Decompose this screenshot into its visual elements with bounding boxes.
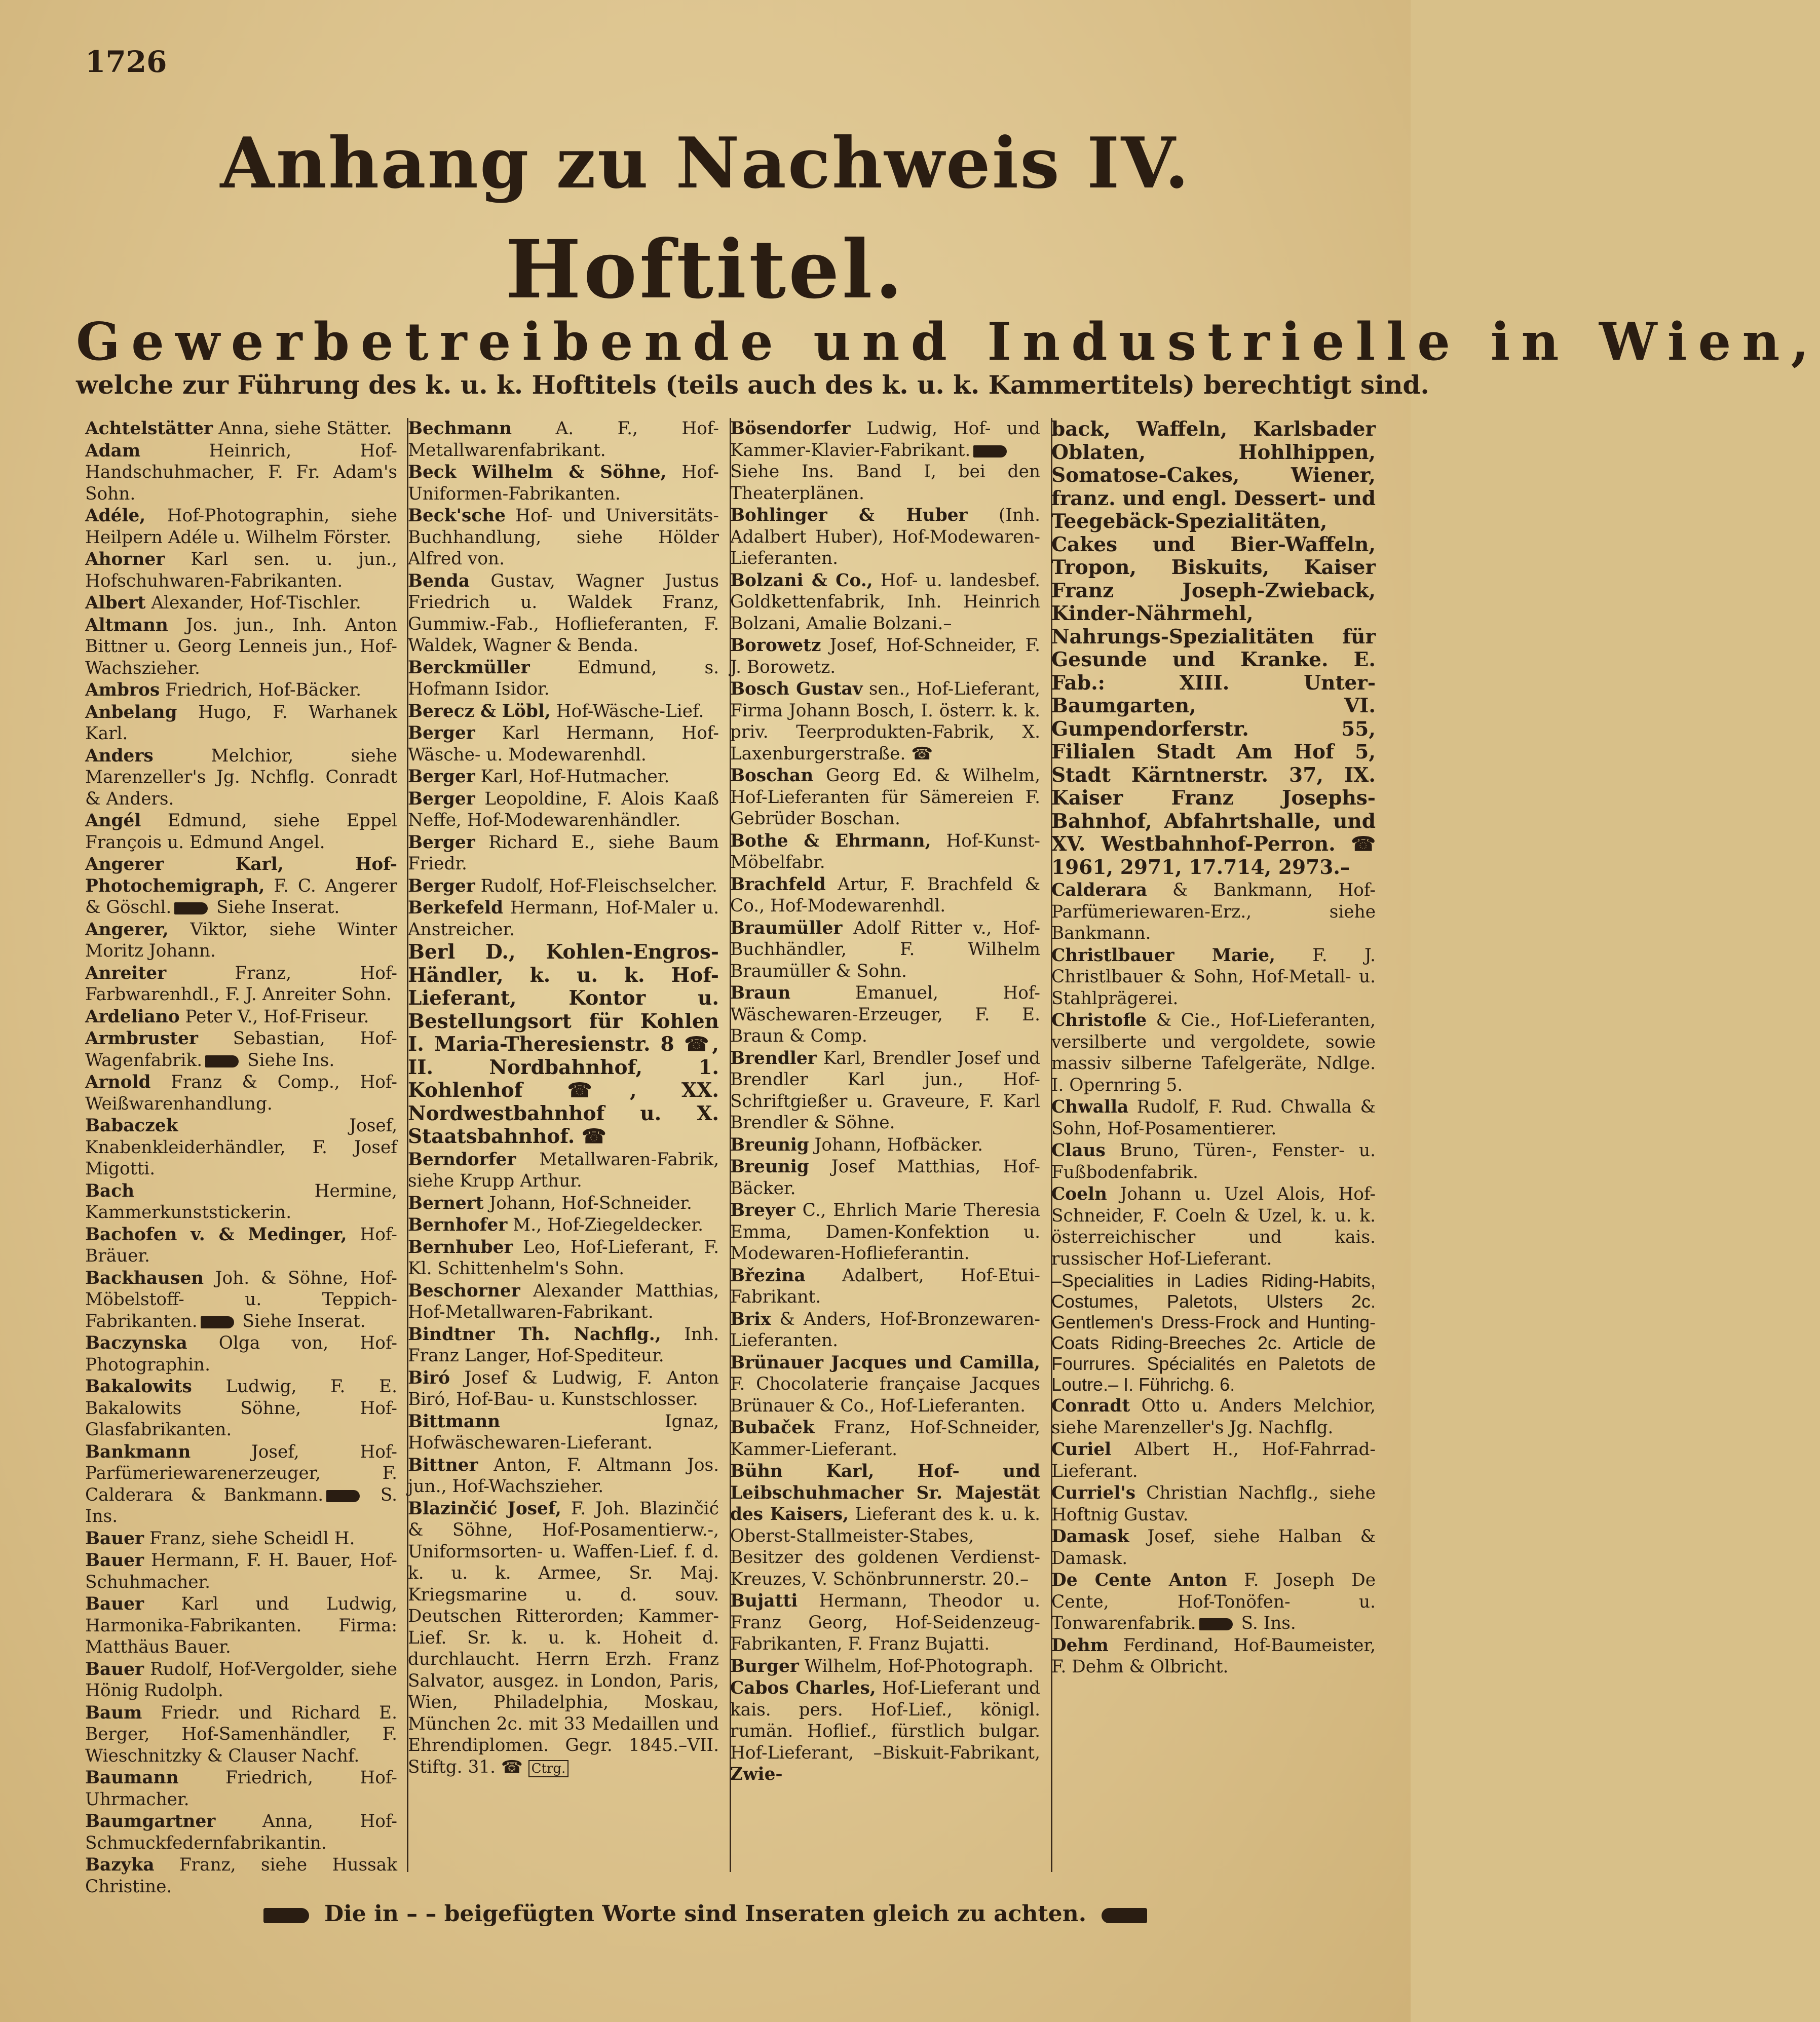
- entry-name: Bujatti: [730, 1591, 798, 1611]
- entry-name: Baum: [85, 1702, 142, 1723]
- entry-text: Inh. Franz Langer, Hof-Spediteur.: [408, 1324, 719, 1366]
- entry-text: Joh. & Söhne, Hof-Möbelstoff- u. Teppich-Fabrikanten.: [85, 1268, 397, 1331]
- entry-name: Berl D., Kohlen-Engros-Händler, k. u. k. Hof-Lieferant, Kontor u. Bestellungsort für Kohlen I. Maria-Theresienstr. 8: [408, 940, 719, 1056]
- entry-name: Conradt: [1051, 1396, 1130, 1416]
- directory-entry: [85, 1332, 397, 1376]
- directory-entry: [1051, 1482, 1376, 1525]
- entry-name: Anreiter: [85, 963, 167, 983]
- entry-text: Friedrich, Hof-Bäcker.: [160, 680, 362, 700]
- entry-text: Karl und Ludwig, Harmonika-Fabrikanten. Firma: Matthäus Bauer.: [85, 1594, 397, 1657]
- entry-name: Angél: [85, 811, 141, 831]
- directory-entry: [85, 549, 397, 592]
- entry-name: Březina: [730, 1265, 806, 1286]
- entry-text: Josef & Ludwig, F. Anton Biró, Hof-Bau- u. Kunstschlosser.: [408, 1367, 719, 1409]
- entry-name: Biró: [408, 1367, 450, 1388]
- entry-name: Brix: [730, 1309, 771, 1329]
- entry-text: Josef Matthias, Hof-Bäcker.: [730, 1157, 1040, 1199]
- footer-text: Die in – – beigefügten Worte sind Inseraten gleich zu achten.: [324, 1901, 1087, 1927]
- section-heading: Gewerbetreibende und Industrielle in Wien,: [76, 312, 1820, 372]
- entry-name: Breunig: [730, 1134, 809, 1155]
- directory-entry: [408, 1367, 719, 1410]
- pointing-hand-icon: [174, 902, 208, 914]
- entry-reference: Siehe Inserat.: [237, 1311, 366, 1331]
- entry-name: Bühn Karl, Hof- und Leibschuhmacher Sr. Majestät des Kaisers,: [730, 1461, 1040, 1524]
- directory-entry: [730, 1590, 1040, 1655]
- entry-name: Albert: [85, 593, 146, 613]
- entry-name: Beck Wilhelm & Söhne,: [408, 462, 667, 482]
- entry-reference: S. Ins.: [85, 1484, 398, 1527]
- entry-text: Georg Ed. & Wilhelm, Hof-Lieferanten für Sämereien F. Gebrüder Boschan.: [730, 766, 1040, 829]
- directory-entry: [1051, 1395, 1376, 1438]
- entry-name: Benda: [408, 570, 470, 591]
- directory-entry: [408, 788, 719, 831]
- entry-name: Burger: [730, 1656, 799, 1676]
- entry-text: Jos. jun., Inh. Anton Bittner u. Georg Lenneis jun., Hof-Wachszieher.: [85, 615, 397, 678]
- entry-text: (Inh. Adalbert Huber), Hof-Modewaren-Lieferanten.: [730, 505, 1040, 568]
- entry-text: Olga von, Hof-Photographin.: [85, 1333, 397, 1375]
- directory-entry: [730, 1156, 1040, 1199]
- entry-name: Chwalla: [1051, 1097, 1129, 1117]
- entry-text: Gustav, Wagner Justus Friedrich u. Waldek Franz, Gummiw.-Fab., Hoflieferanten, F. Waldek, Wagner & Benda.: [408, 570, 719, 656]
- directory-entry: [1051, 1010, 1376, 1096]
- entry-text: Johann, Hofbäcker.: [809, 1134, 983, 1155]
- entry-text: & Anders, Hof-Bronzewaren-Lieferanten.: [730, 1309, 1040, 1351]
- directory-entry: [85, 592, 397, 614]
- directory-entry: [408, 505, 719, 570]
- entry-name: Bittner: [408, 1455, 478, 1475]
- entry-name: Braun: [730, 983, 791, 1003]
- directory-entry: [730, 1200, 1040, 1265]
- directory-entry: [730, 765, 1040, 830]
- entry-text: Richard E., siehe Baum Friedr.: [408, 832, 719, 874]
- directory-entry: [85, 745, 397, 810]
- directory-entry: [85, 1441, 397, 1528]
- entry-name: Bosch Gustav: [730, 679, 863, 699]
- entry-text: Metallwaren-Fabrik, siehe Krupp Arthur.: [408, 1149, 719, 1191]
- entry-name: Bauer: [85, 1550, 144, 1571]
- entry-name: Arnold: [85, 1072, 151, 1092]
- entry-text: F. Joh. Blazinčić & Söhne, Hof-Posamentierw.-, Uniformsorten- u. Waffen-Lief. f. d. k. u. k. Armee, Sr. Maj. Kriegsmarine u. d. souv. Deutschen Ritterorden; Kammer-Lief. Sr. k. u. k. Hoheit d. durchlaucht. Herrn Erzh. Franz Salvator, ausgez. in London, Paris, Wien, Philadelphia, Moskau, München 2c. mit 33 Medaillen und Ehrendiplomen. Gegr. 1845.–VII. Stiftg. 31. ☎: [408, 1498, 719, 1777]
- directory-entry: [408, 875, 719, 897]
- entry-name: Altmann: [85, 615, 168, 635]
- entry-text: Hof-Kunst-Möbelfabr.: [730, 830, 1040, 872]
- entry-text: Josef, Knabenkleiderhändler, F. Josef Migotti.: [85, 1116, 397, 1179]
- entry-name: Christofle: [1051, 1010, 1147, 1031]
- entry-text: Rudolf, F. Rud. Chwalla & Sohn, Hof-Posamentierer.: [1051, 1097, 1376, 1139]
- directory-entry: [730, 418, 1040, 504]
- entry-name: Braumüller: [730, 918, 843, 938]
- entry-text: Artur, F. Brachfeld & Co., Hof-Modewarenhdl.: [730, 874, 1040, 916]
- entry-text: Hof-Wäsche-Lief.: [550, 701, 704, 721]
- directory-entry: [408, 1498, 719, 1780]
- entry-name: Brendler: [730, 1048, 817, 1069]
- entry-name: Berkefeld: [408, 898, 504, 918]
- directory-entry: [730, 635, 1040, 678]
- entry-text: C., Ehrlich Marie Theresia Emma, Damen-Konfektion u. Modewaren-Hoflieferantin.: [730, 1200, 1040, 1264]
- entry-text: Peter V., Hof-Friseur.: [179, 1006, 369, 1027]
- entry-name: Cabos Charles,: [730, 1678, 876, 1698]
- entry-text: Hof- und Universitäts-Buchhandlung, siehe Hölder Alfred von.: [408, 506, 719, 569]
- pointing-hand-icon: [326, 1490, 360, 1502]
- page-number: 1726: [85, 45, 167, 79]
- entry-text: Franz & Comp., Hof-Weißwarenhandlung.: [85, 1072, 397, 1114]
- directory-entry: [408, 722, 719, 766]
- entry-text: Anna, siehe Stätter.: [213, 418, 392, 439]
- entry-name: Bach: [85, 1180, 135, 1201]
- entry-name: Backhausen: [85, 1268, 204, 1288]
- directory-entry: [730, 830, 1040, 873]
- directory-entry: [408, 418, 719, 461]
- entry-text: Rudolf, Hof-Fleischselcher.: [475, 875, 717, 896]
- directory-entry: [85, 505, 397, 548]
- entry-text: F. Chocolaterie française Jacques Brünauer & Co., Hof-Lieferanten.: [730, 1374, 1040, 1416]
- entry-name: Bechmann: [408, 418, 512, 439]
- directory-entry: [85, 1072, 397, 1115]
- entry-text: & Cie., Hof-Lieferanten, versilberte und vergoldete, sowie massiv silberne Tafelgeräte, Ndlge. I. Opernring 5.: [1051, 1010, 1376, 1095]
- entry-name: Breyer: [730, 1200, 795, 1220]
- entry-text: Ferdinand, Hof-Baumeister, F. Dehm & Olbricht.: [1051, 1635, 1376, 1677]
- directory-entry: [1051, 1140, 1376, 1183]
- directory-entry: [730, 918, 1040, 982]
- entry-name: Bindtner Th. Nachflg.,: [408, 1324, 661, 1345]
- directory-entry: [408, 1324, 719, 1367]
- entry-name: Bakalowits: [85, 1377, 192, 1397]
- entry-text: Karl, Hof-Hutmacher.: [475, 767, 670, 787]
- entry-name: Dehm: [1051, 1635, 1109, 1656]
- entry-name: Angerer,: [85, 919, 169, 940]
- directory-entry: [730, 1656, 1040, 1677]
- directory-entry: [1051, 880, 1376, 944]
- directory-entry: [85, 702, 397, 745]
- directory-entry: [85, 1593, 397, 1658]
- directory-entry: [730, 1265, 1040, 1308]
- column-1: [85, 418, 398, 1897]
- entry-name: Boschan: [730, 766, 814, 786]
- entry-text: Franz, Hof-Farbwarenhdl., F. J. Anreiter Sohn.: [85, 963, 397, 1005]
- entry-reference: Siehe Inserat.: [211, 897, 340, 918]
- entry-text: Franz, siehe Hussak Christine.: [85, 1855, 397, 1897]
- entry-text: Johann, Hof-Schneider.: [483, 1193, 692, 1213]
- entry-text: Viktor, siehe Winter Moritz Johann.: [85, 919, 397, 961]
- directory-entry: [85, 1702, 397, 1767]
- entry-name: Bohlinger & Huber: [730, 505, 968, 525]
- entry-text: Edmund, s. Hofmann Isidor.: [408, 657, 719, 699]
- entry-text: Albert H., Hof-Fahrrad-Lieferant.: [1051, 1439, 1376, 1481]
- entry-name: Bauer: [85, 1659, 144, 1680]
- pointing-hand-icon: [1199, 1618, 1233, 1630]
- entry-text: Friedrich, Hof-Uhrmacher.: [85, 1768, 397, 1810]
- entry-reference: Siehe Ins. Band I, bei den Theaterplänen.: [730, 462, 1040, 504]
- directory-entry: [730, 678, 1040, 765]
- entry-text: Hermann, Theodor u. Franz Georg, Hof-Seidenzeug-Fabrikanten, F. Franz Bujatti.: [730, 1591, 1040, 1654]
- directory-entry: [730, 1461, 1040, 1590]
- entry-text: Christian Nachflg., siehe Hoftnig Gustav.: [1051, 1483, 1376, 1525]
- directory-entry: [408, 657, 719, 700]
- directory-entry: [85, 1854, 397, 1897]
- entry-name: Bankmann: [85, 1441, 191, 1462]
- directory-entry: [85, 963, 397, 1006]
- directory-entry: [408, 570, 719, 657]
- entry-name: Ahorner: [85, 549, 165, 569]
- directory-entry: [85, 1028, 397, 1071]
- entry-name: Borowetz: [730, 635, 821, 656]
- entry-text: F. J. Christlbauer & Sohn, Hof-Metall- u. Stahlprägerei.: [1051, 945, 1376, 1009]
- entry-name: Bernhofer: [408, 1215, 508, 1235]
- directory-entry: [408, 766, 719, 788]
- entry-text: Franz, Hof-Schneider, Kammer-Lieferant.: [730, 1418, 1040, 1460]
- directory-entry: [408, 462, 719, 505]
- entry-name: Adéle,: [85, 506, 146, 526]
- entry-text: Johann u. Uzel Alois, Hof-Schneider, F. Coeln & Uzel, k. u. k. österreichischer und kais. russischer Hof-Lieferant.: [1051, 1184, 1376, 1269]
- entry-name: Anders: [85, 745, 154, 766]
- entry-name: Babaczek: [85, 1116, 178, 1136]
- directory-entry: [85, 1268, 397, 1332]
- entry-text: Edmund, siehe Eppel François u. Edmund Angel.: [85, 811, 397, 853]
- directory-entry: [408, 701, 719, 722]
- entry-text: F. C. Angerer & Göschl.: [85, 875, 397, 918]
- entry-name: Baczynska: [85, 1333, 187, 1353]
- directory-entry: [730, 982, 1040, 1047]
- directory-entry: [85, 919, 397, 962]
- directory-entry: [730, 1134, 1040, 1156]
- directory-entry: [408, 1411, 719, 1454]
- entry-text: Sebastian, Hof-Wagenfabrik.: [85, 1028, 397, 1071]
- entry-text: Alexander Matthias, Hof-Metallwaren-Fabrikant.: [408, 1280, 719, 1322]
- entry-name: Christlbauer Marie,: [1051, 945, 1275, 966]
- directory-entry: [730, 1309, 1040, 1352]
- entry-text: Rudolf, Hof-Vergolder, siehe Hönig Rudolph.: [85, 1659, 397, 1701]
- entry-name: Breunig: [730, 1157, 809, 1177]
- directory-entry: [1051, 1635, 1376, 1678]
- entry-name: Bauer: [85, 1528, 144, 1549]
- entry-text: Bruno, Türen-, Fenster- u. Fußbodenfabrik.: [1051, 1140, 1376, 1182]
- entry-text: Hof- u. landesbef. Goldkettenfabrik, Inh. Heinrich Bolzani, Amalie Bolzani.–: [730, 570, 1040, 634]
- directory-entry: [408, 1149, 719, 1192]
- entry-name: Bothe & Ehrmann,: [730, 830, 931, 851]
- directory-entry: [85, 1006, 397, 1028]
- entry-text: Otto u. Anders Melchior, siehe Marenzeller's Jg. Nachflg.: [1051, 1396, 1376, 1438]
- directory-entry: [85, 1528, 397, 1550]
- directory-entry: [1051, 1439, 1376, 1482]
- directory-entry: [408, 832, 719, 875]
- entry-name: Bernert: [408, 1193, 484, 1213]
- entry-text: A. F., Hof-Metallwarenfabrikant.: [408, 418, 719, 461]
- directory-entry: [85, 679, 397, 701]
- entry-text: & Bankmann, Hof-Parfümeriewaren-Erz., siehe Bankmann.: [1051, 880, 1376, 943]
- directory-entry: [85, 1376, 397, 1441]
- directory-entry: [408, 1214, 719, 1236]
- directory-entry: [1051, 418, 1376, 879]
- pointing-hand-icon: [263, 1908, 309, 1923]
- entry-name: Coeln: [1051, 1184, 1107, 1204]
- entry-name: Berger: [408, 723, 475, 743]
- page-title: Anhang zu Nachweis IV.: [220, 122, 1191, 204]
- entry-text: Ignaz, Hofwäschewaren-Lieferant.: [408, 1411, 719, 1453]
- directory-entry: [1051, 1526, 1376, 1569]
- entry-name: Achtelstätter: [85, 418, 213, 439]
- entry-text: Hof-Bräuer.: [85, 1224, 397, 1266]
- entry-name: Curiel: [1051, 1439, 1112, 1460]
- entry-text: Hermann, F. H. Bauer, Hof-Schuhmacher.: [85, 1550, 397, 1592]
- entry-name: Beschorner: [408, 1280, 520, 1301]
- directory-entry: [730, 1048, 1040, 1134]
- directory-entry: [85, 1659, 397, 1702]
- entry-name: Brachfeld: [730, 874, 826, 895]
- directory-entry: [1051, 945, 1376, 1010]
- advertisement-text: back, Waffeln, Karlsbader Oblaten, Hohlhippen, Somatose-Cakes, Wiener, franz. und engl. Dessert- und Teegebäck-Spezialitäten, Cakes und Bier-Waffeln, Tropon, Biskuits, Kaiser Franz Joseph-Zwieback, Kinder-Nährmehl, Nahrungs-Spezialitäten für Gesunde und Kranke. E. Fab.: XIII. Unter-Baumgarten, VI. Gumpendorferstr. 55, Filialen Stadt Am Hof 5, Stadt Kärntnerstr. 37, IX. Kaiser Franz Josephs-Bahnhof, Abfahrtshalle, und XV. Westbahnhof-Perron. ☎ 1961, 2971, 17.714, 2973.–: [1051, 417, 1376, 879]
- entry-name: Berger: [408, 788, 475, 809]
- directory-entry: [85, 418, 397, 440]
- entry-text: sen., Hof-Lieferant, Firma Johann Bosch, I. österr. k. k. priv. Teerprodukten-Fabrik, X. Laxenburgerstraße. ☎: [730, 679, 1040, 764]
- entry-name: De Cente Anton: [1051, 1570, 1227, 1590]
- directory-entry: [730, 1677, 1040, 1785]
- entry-name: Zwie-: [730, 1764, 783, 1784]
- entry-text: Leo, Hof-Lieferant, F. Kl. Schittenhelm's Sohn.: [408, 1237, 719, 1279]
- directory-entry: [408, 1193, 719, 1214]
- entry-text: Melchior, siehe Marenzeller's Jg. Nchflg. Conradt & Anders.: [85, 745, 397, 809]
- directory-entry: [408, 941, 719, 1149]
- directory-columns: [85, 417, 1380, 1897]
- directory-entry: [85, 440, 397, 505]
- directory-entry: [730, 1417, 1040, 1460]
- directory-entry: [730, 1352, 1040, 1417]
- column-2: [408, 418, 719, 1872]
- entry-name: Berger: [408, 875, 475, 896]
- entry-text: Josef, Hof-Schneider, F. J. Borowetz.: [730, 635, 1040, 677]
- entry-text: Adalbert, Hof-Etui-Fabrikant.: [730, 1265, 1040, 1307]
- entry-name: Bolzani & Co.,: [730, 570, 873, 591]
- entry-text: Anna, Hof-Schmuckfedernfabrikantin.: [85, 1811, 397, 1853]
- entry-name: Baumgartner: [85, 1811, 216, 1832]
- entry-text: Hermann, Hof-Maler u. Anstreicher.: [408, 898, 719, 940]
- directory-entry: [730, 505, 1040, 569]
- entry-text: Alexander, Hof-Tischler.: [145, 593, 361, 613]
- entry-name: Bauer: [85, 1594, 144, 1614]
- entry-name: Bernhuber: [408, 1237, 513, 1257]
- entry-text: Anton, F. Altmann Jos. jun., Hof-Wachszieher.: [408, 1455, 719, 1497]
- directory-entry: [85, 810, 397, 853]
- entry-text: Adolf Ritter v., Hof-Buchhändler, F. Wilhelm Braumüller & Sohn.: [730, 918, 1040, 981]
- entry-name: Bubaček: [730, 1418, 815, 1438]
- column-4: [1051, 418, 1376, 1872]
- entry-name: Claus: [1051, 1140, 1106, 1161]
- entry-text: Karl sen. u. jun., Hofschuhwaren-Fabrikanten.: [85, 549, 397, 591]
- entry-text: F. Joseph De Cente, Hof-Tonöfen- u. Tonwarenfabrik.: [1051, 1570, 1376, 1633]
- entry-text: Emanuel, Hof-Wäschewaren-Erzeuger, F. E. Braun & Comp.: [730, 983, 1040, 1046]
- entry-text: –Specialities in Ladies Riding-Habits, Costumes, Paletots, Ulsters 2c. Gentlemen's Dress-Frock and Hunting-Coats Riding-Breeches 2c. Article de Fourrures. Spécialités en Paletots de Loutre.– I. Führichg. 6.: [1051, 1270, 1376, 1395]
- entry-text: Josef, Hof-Parfümeriewarenerzeuger, F. Calderara & Bankmann.: [85, 1441, 397, 1505]
- entry-name: Adam: [85, 440, 141, 461]
- entry-text: M., Hof-Ziegeldecker.: [507, 1215, 704, 1235]
- directory-entry: [85, 854, 397, 919]
- entry-name: Ambros: [85, 680, 160, 700]
- directory-entry: [408, 1455, 719, 1498]
- entry-name: Brünauer Jacques und Camilla,: [730, 1352, 1040, 1373]
- entry-reference: S. Ins.: [1235, 1613, 1296, 1633]
- column-3: [730, 418, 1040, 1872]
- directory-entry: [85, 615, 397, 679]
- entry-name: Baumann: [85, 1768, 179, 1788]
- entry-reference: Siehe Ins.: [242, 1050, 335, 1071]
- entry-text: Hof-Lieferant und kais. pers. Hof-Lief., königl. rumän. Hoflief., fürstlich bulgar. Hof-Lieferant, –Biskuit-Fabrikant,: [730, 1678, 1040, 1763]
- boxed-label: Ctrg.: [528, 1760, 569, 1777]
- directory-entry: [1051, 1184, 1376, 1270]
- entry-text: Josef, siehe Halban & Damask.: [1051, 1527, 1376, 1569]
- entry-name: Angerer Karl, Hof-Photochemigraph,: [85, 854, 397, 896]
- entry-name: Berckmüller: [408, 657, 530, 678]
- entry-text: Hugo, F. Warhanek Karl.: [85, 702, 397, 744]
- directory-entry: [1051, 1270, 1376, 1395]
- entry-name: Berndorfer: [408, 1149, 516, 1170]
- entry-text: Hof-Photographin, siehe Heilpern Adéle u. Wilhelm Förster.: [85, 506, 397, 548]
- entry-text: Wilhelm, Hof-Photograph.: [799, 1656, 1034, 1676]
- directory-entry: [730, 874, 1040, 917]
- entry-text: Hof-Uniformen-Fabrikanten.: [408, 462, 719, 504]
- directory-entry: [85, 1115, 397, 1180]
- entry-name: Armbruster: [85, 1028, 198, 1049]
- entry-name: Bazyka: [85, 1855, 155, 1875]
- directory-entry: [408, 897, 719, 940]
- entry-text: Lieferant des k. u. k. Oberst-Stallmeister-Stabes, Besitzer des goldenen Verdienst-Kreuzes, V. Schönbrunnerstr. 20.–: [730, 1504, 1041, 1589]
- pointing-hand-icon: [201, 1316, 234, 1328]
- entry-name: Calderara: [1051, 880, 1147, 900]
- entry-text: Heinrich, Hof-Handschuhmacher, F. Fr. Adam's Sohn.: [85, 440, 397, 504]
- section-title: Hoftitel.: [505, 223, 905, 317]
- entry-name: Ardeliano: [85, 1006, 180, 1027]
- directory-entry: [408, 1237, 719, 1280]
- advertisement-text: ☎, II. Nordbahnhof, 1. Kohlenhof ☎, XX. Nordwestbahnhof u. X. Staatsbahnhof. ☎: [408, 1033, 719, 1148]
- directory-entry: [85, 1224, 397, 1267]
- entry-text: Karl, Brendler Josef und Brendler Karl jun., Hof-Schriftgießer u. Graveure, F. Karl Brendler & Söhne.: [730, 1048, 1040, 1133]
- entry-text: Karl Hermann, Hof-Wäsche- u. Modewarenhdl.: [408, 723, 719, 765]
- entry-text: Friedr. und Richard E. Berger, Hof-Samenhändler, F. Wieschnitzky & Clauser Nachf.: [85, 1702, 397, 1766]
- entry-text: Leopoldine, F. Alois Kaaß Neffe, Hof-Modewarenhändler.: [408, 788, 719, 830]
- section-subheading: welche zur Führung des k. u. k. Hoftitels (teils auch des k. u. k. Kammertitels) berechtigt sind.: [76, 370, 1429, 400]
- directory-entry: [1051, 1096, 1376, 1139]
- entry-name: Anbelang: [85, 702, 177, 722]
- pointing-hand-icon: [1102, 1908, 1147, 1923]
- entry-name: Berger: [408, 832, 475, 853]
- entry-name: Curriel's: [1051, 1483, 1136, 1503]
- directory-entry: [85, 1767, 397, 1810]
- directory-entry: [408, 1280, 719, 1323]
- entry-name: Bittmann: [408, 1411, 501, 1432]
- directory-entry: [85, 1180, 397, 1224]
- entry-text: Ludwig, Hof- und Kammer-Klavier-Fabrikant.: [730, 418, 1040, 461]
- pointing-hand-icon: [205, 1055, 239, 1067]
- footer-note: [0, 1901, 1411, 1927]
- entry-text: Ludwig, F. E. Bakalowits Söhne, Hof-Glasfabrikanten.: [85, 1377, 397, 1440]
- directory-entry: [85, 1811, 397, 1854]
- pointing-hand-icon: [973, 445, 1007, 457]
- entry-name: Damask: [1051, 1527, 1129, 1547]
- entry-text: Franz, siehe Scheidl H.: [144, 1528, 355, 1549]
- entry-name: Beck'sche: [408, 506, 506, 526]
- directory-entry: [1051, 1570, 1376, 1634]
- entry-name: Bösendorfer: [730, 418, 851, 439]
- entry-name: Berecz & Löbl,: [408, 701, 551, 721]
- entry-text: Hermine, Kammerkunststickerin.: [85, 1180, 397, 1223]
- directory-entry: [730, 570, 1040, 635]
- entry-name: Blazinčić Josef,: [408, 1498, 561, 1519]
- entry-name: Berger: [408, 767, 475, 787]
- entry-name: Bachofen v. & Medinger,: [85, 1224, 347, 1245]
- directory-entry: [85, 1550, 397, 1593]
